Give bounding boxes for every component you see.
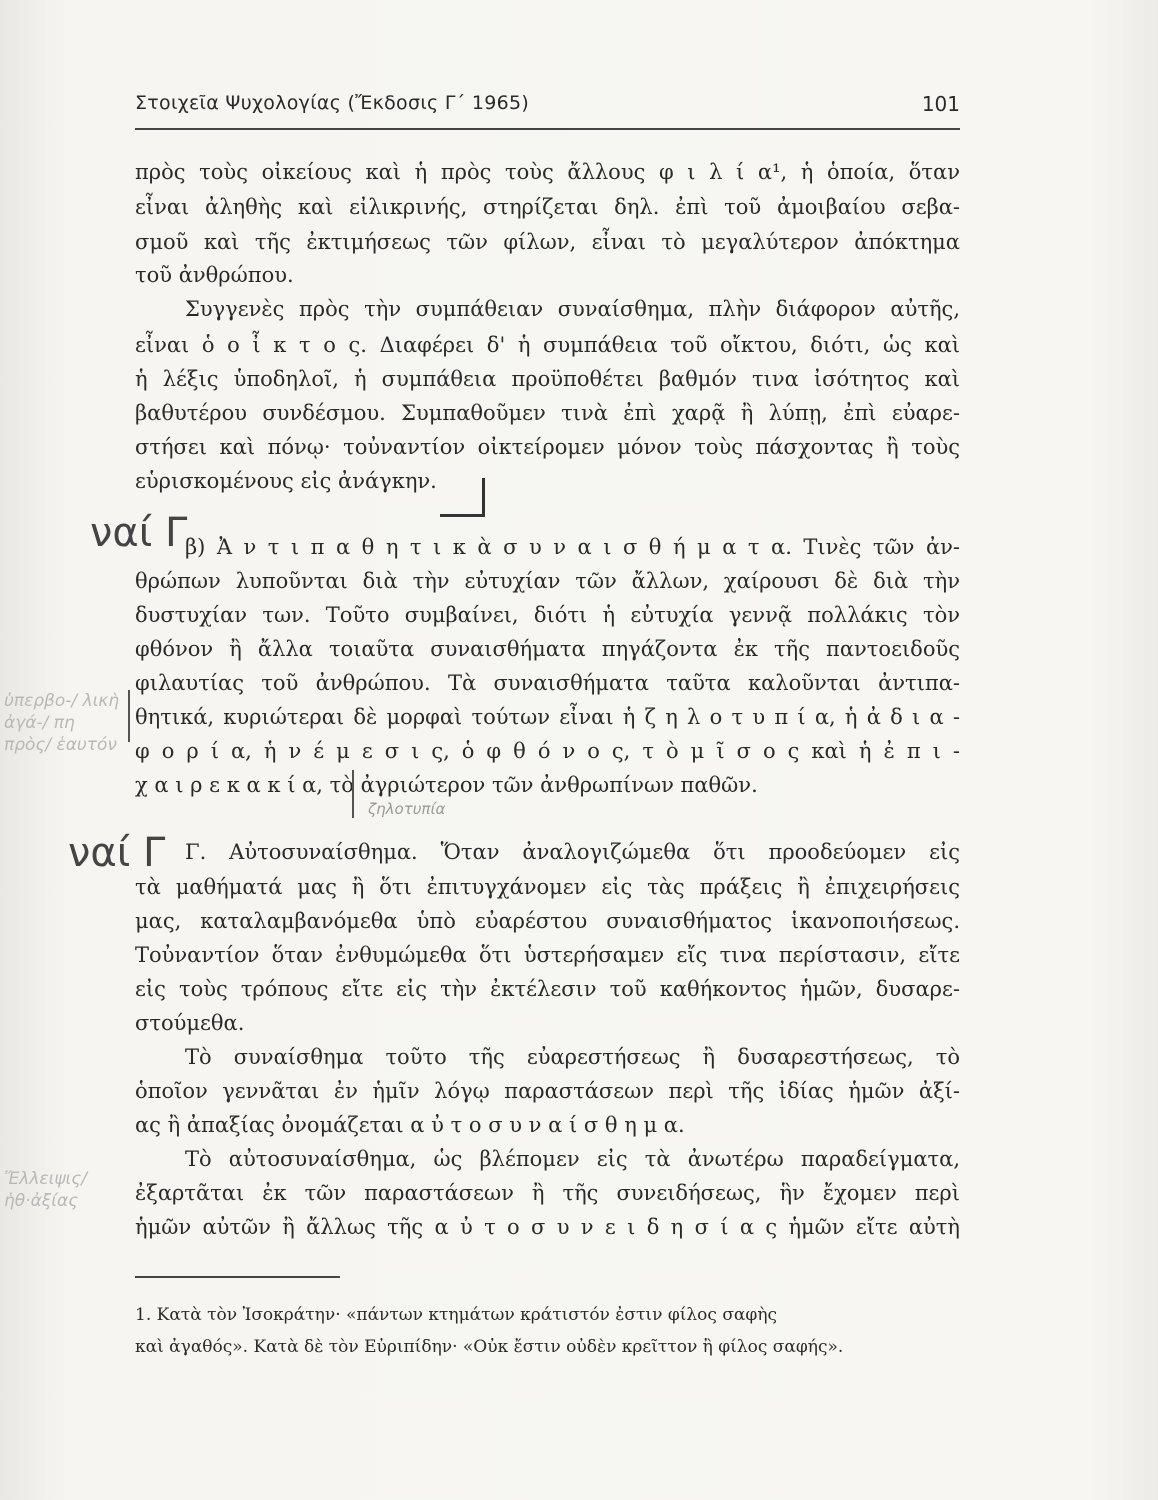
body-line: θρώπων λυποῦνται διὰ τὴν εὐτυχίαν τῶν ἄλλων, χαίρουσι δὲ διὰ τὴν [135, 569, 960, 593]
body-line: σμοῦ καὶ τῆς ἐκτιμήσεως τῶν φίλων, εἶναι τὸ μεγαλύτερον ἀπόκτημα [135, 230, 960, 254]
footnote-line: 1. Κατὰ τὸν Ἰσοκράτην· «πάντων κτημάτων κράτιστόν ἐστιν φίλος σαφὴς [135, 1305, 778, 1325]
body-line: Συγγενὲς πρὸς τὴν συμπάθειαν συναίσθημα, πλὴν διάφορον αὐτῆς, [185, 297, 960, 321]
footnote-line: καὶ ἀγαθός». Κατὰ δὲ τὸν Εὐριπίδην· «Οὐκ ἔστιν οὐδὲν κρεῖττον ἢ φίλος σαφής». [135, 1337, 844, 1357]
body-line: ἐξαρτᾶται ἐκ τῶν παραστάσεων ἢ τῆς συνειδήσεως, ἣν ἔχομεν περὶ [135, 1181, 960, 1205]
body-line: εἰς τοὺς τρόπους εἴτε εἰς τὴν ἐκτέλεσιν τοῦ καθήκοντος ἡμῶν, δυσαρε- [135, 977, 960, 1001]
handwritten-mark-gamma: ναί Γ [68, 830, 166, 876]
body-line: φθόνον ἢ ἄλλα τοιαῦτα συναισθήματα πηγάζοντα ἐκ τῆς παντοειδοῦς [135, 637, 960, 661]
body-line: θητικά, κυριώτεραι δὲ μορφαὶ τούτων εἶναι ἡ ζ η λ ο τ υ π ί α, ἡ ἀ δ ι α - [135, 705, 960, 729]
body-line: Τὸ αὐτοσυναίσθημα, ὡς βλέπομεν εἰς τὰ ἀνωτέρω παραδείγματα, [185, 1147, 960, 1171]
body-line: Τοὐναντίον ὅταν ἐνθυμώμεθα ὅτι ὑστερήσαμεν εἴς τινα περίστασιν, εἴτε [135, 943, 960, 967]
body-line: ὁποῖον γεννᾶται ἐν ἡμῖν λόγῳ παραστάσεων περὶ τῆς ἰδίας ἡμῶν ἀξί- [135, 1079, 960, 1103]
body-line: μας, καταλαμβανόμεθα ὑπὸ εὐαρέστου συναισθήματος ἱκανοποιήσεως. [135, 909, 960, 933]
body-line: χ α ι ρ ε κ α κ ί α, τὸ ἀγριώτερον τῶν ἀνθρωπίνων παθῶν. [135, 773, 758, 797]
body-line: βαθυτέρου συνδέσμου. Συμπαθοῦμεν τινὰ ἐπὶ χαρᾷ ἢ λύπῃ, ἐπὶ εὐαρε- [135, 401, 960, 425]
body-line: φ ο ρ ί α, ἡ ν έ μ ε σ ι ς, ὁ φ θ ό ν ο ς, τ ὸ μ ῖ σ ο ς καὶ ἡ ἐ π ι - [135, 739, 960, 763]
pencil-stroke [128, 690, 130, 742]
page-number: 101 [921, 92, 960, 116]
body-line: β) Ἀ ν τ ι π α θ η τ ι κ ὰ σ υ ν α ι σ θ ή μ α τ α. Τινὲς τῶν ἀν- [185, 535, 960, 559]
body-line: ἡμῶν αὐτῶν ἢ ἄλλως τῆς α ὐ τ ο σ υ ν ε ι δ η σ ί α ς ἡμῶν εἴτε αὐτὴ [135, 1215, 960, 1239]
body-line: ἡ λέξις ὑποδηλοῖ, ἡ συμπάθεια προϋποθέτει βαθμόν τινα ἰσότητος καὶ [135, 367, 960, 391]
body-line: Γ. Αὐτοσυναίσθημα. Ὅταν ἀναλογιζώμεθα ὅτι προοδεύομεν εἰς [185, 840, 960, 864]
body-line: εἶναι ὁ ο ἶ κ τ ο ς. Διαφέρει δ' ἡ συμπάθεια τοῦ οἴκτου, διότι, ὡς καὶ [135, 333, 960, 357]
body-line: δυστυχίαν των. Τοῦτο συμβαίνει, διότι ἡ εὐτυχία γεννᾷ πολλάκις τὸν [135, 603, 960, 627]
margin-note-left: ὑπερβο-/ λικὴ ἀγά-/ πη πρὸς/ ἑαυτόν [4, 691, 120, 755]
faint-pencil-note: ζηλοτυπία [368, 800, 446, 818]
body-line: Τὸ συναίσθημα τοῦτο τῆς εὐαρεστήσεως ἢ δυσαρεστήσεως, τὸ [185, 1045, 960, 1069]
pencil-bracket [440, 478, 485, 517]
running-title: Στοιχεῖα Ψυχολογίας (Ἔκδοσις Γ΄ 1965) [135, 92, 530, 114]
body-line: στήσει καὶ πόνῳ· τοὐναντίον οἰκτείρομεν μόνον τοὺς πάσχοντας ἢ τοὺς [135, 435, 960, 459]
body-line: ας ἢ ἀπαξίας ὀνομάζεται α ὐ τ ο σ υ ν α ί σ θ η μ α. [135, 1113, 685, 1137]
body-line: εἶναι ἀληθὴς καὶ εἰλικρινής, στηρίζεται δηλ. ἐπὶ τοῦ ἀμοιβαίου σεβα- [135, 195, 960, 219]
page-header [135, 88, 960, 130]
body-line: τὰ μαθήματά μας ἢ ὅτι ἐπιτυγχάνομεν εἰς τὰς πράξεις ἢ ἐπιχειρήσεις [135, 875, 960, 899]
handwritten-mark-beta: ναί Γ [90, 510, 188, 556]
pencil-stroke [352, 770, 354, 818]
margin-note-left-2: Ἔλλειψις/ ἡθ·ἀξίας [4, 1169, 88, 1211]
body-line: φιλαυτίας τοῦ ἀνθρώπου. Τὰ συναισθήματα ταῦτα καλοῦνται ἀντιπα- [135, 671, 960, 695]
body-line: πρὸς τοὺς οἰκείους καὶ ἡ πρὸς τοὺς ἄλλους φ ι λ ί α¹, ἡ ὁποία, ὅταν [135, 160, 960, 184]
footnote-rule [135, 1276, 340, 1278]
body-line: εὑρισκομένους εἰς ἀνάγκην. [135, 469, 437, 493]
body-line: στούμεθα. [135, 1011, 245, 1035]
body-line: τοῦ ἀνθρώπου. [135, 263, 294, 287]
